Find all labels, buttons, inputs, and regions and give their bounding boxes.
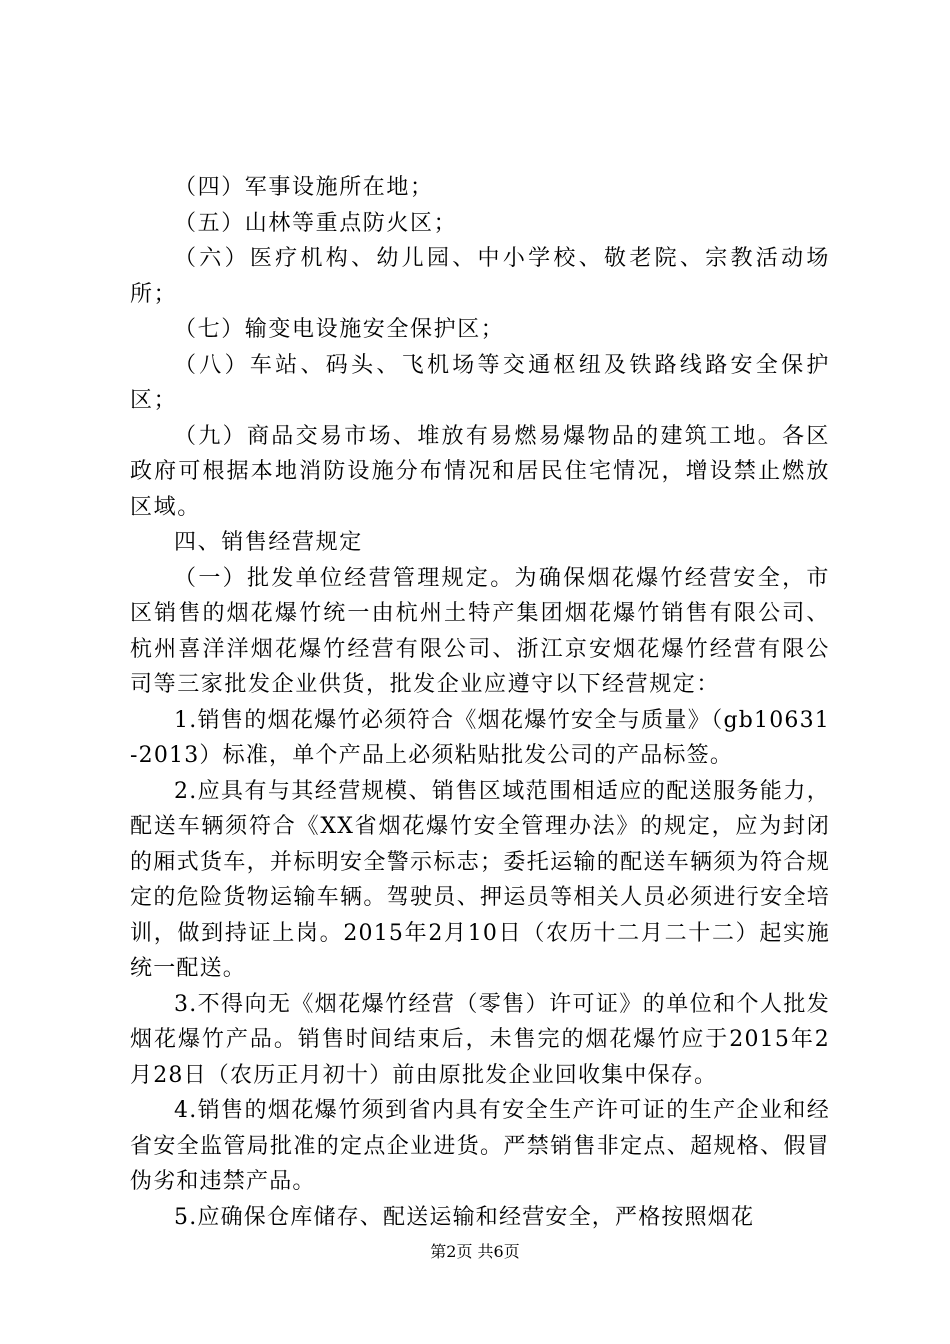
paragraph-item-7: （七）输变电设施安全保护区； [174,317,505,342]
document-body [130,170,830,1235]
paragraph-item-9: （九）商品交易市场、堆放有易燃易爆物品的建筑工地。各区政府可根据本地消防设施分布情况和居民住宅情况，增设禁止燃放区域。 [130,423,830,520]
paragraph-item-5: （五）山林等重点防火区； [174,210,458,236]
rule-item-1: 1.销售的烟花爆竹必须符合《烟花爆竹安全与质量》（gb10631-2013）标准，单个产品上必须粘贴批发公司的产品标签。 [130,707,830,768]
rule-item-5: 5.应确保仓库储存、配送运输和经营安全，严格按照烟花 [174,1204,755,1230]
section-heading: 四、销售经营规定 [174,530,363,555]
paragraph-wholesale-rules: （一）批发单位经营管理规定。为确保烟花爆竹经营安全，市区销售的烟花爆竹统一由杭州土特产集团烟花爆竹销售有限公司、杭州喜洋洋烟花爆竹经营有限公司、浙江京安烟花爆竹经营有限公司等三家批发企业供货，批发企业应遵守以下经营规定： [130,565,830,697]
rule-item-2: 2.应具有与其经营规模、销售区域范围相适应的配送服务能力，配送车辆须符合《XX省烟花爆竹安全管理办法》的规定，应为封闭的厢式货车，并标明安全警示标志；委托运输的配送车辆须为符合规定的危险货物运输车辆。驾驶员、押运员等相关人员必须进行安全培训，做到持证上岗。2015年2月10日（农历十二月二十二）起实施统一配送。 [130,778,830,981]
paragraph-item-4: （四）军事设施所在地； [174,175,434,200]
rule-item-4: 4.销售的烟花爆竹须到省内具有安全生产许可证的生产企业和经省安全监管局批准的定点企业进货。严禁销售非定点、超规格、假冒伪劣和违禁产品。 [130,1098,830,1194]
rule-item-3: 3.不得向无《烟花爆竹经营（零售）许可证》的单位和个人批发烟花爆竹产品。销售时间结束后，未售完的烟花爆竹应于2015年2月28日（农历正月初十）前由原批发企业回收集中保存。 [130,991,830,1088]
paragraph-item-8: （八）车站、码头、飞机场等交通枢纽及铁路线路安全保护区； [130,352,830,413]
page-number-footer: 第2页 共6页 [430,1242,520,1261]
paragraph-item-6: （六）医疗机构、幼儿园、中小学校、敬老院、宗教活动场所； [130,246,830,307]
